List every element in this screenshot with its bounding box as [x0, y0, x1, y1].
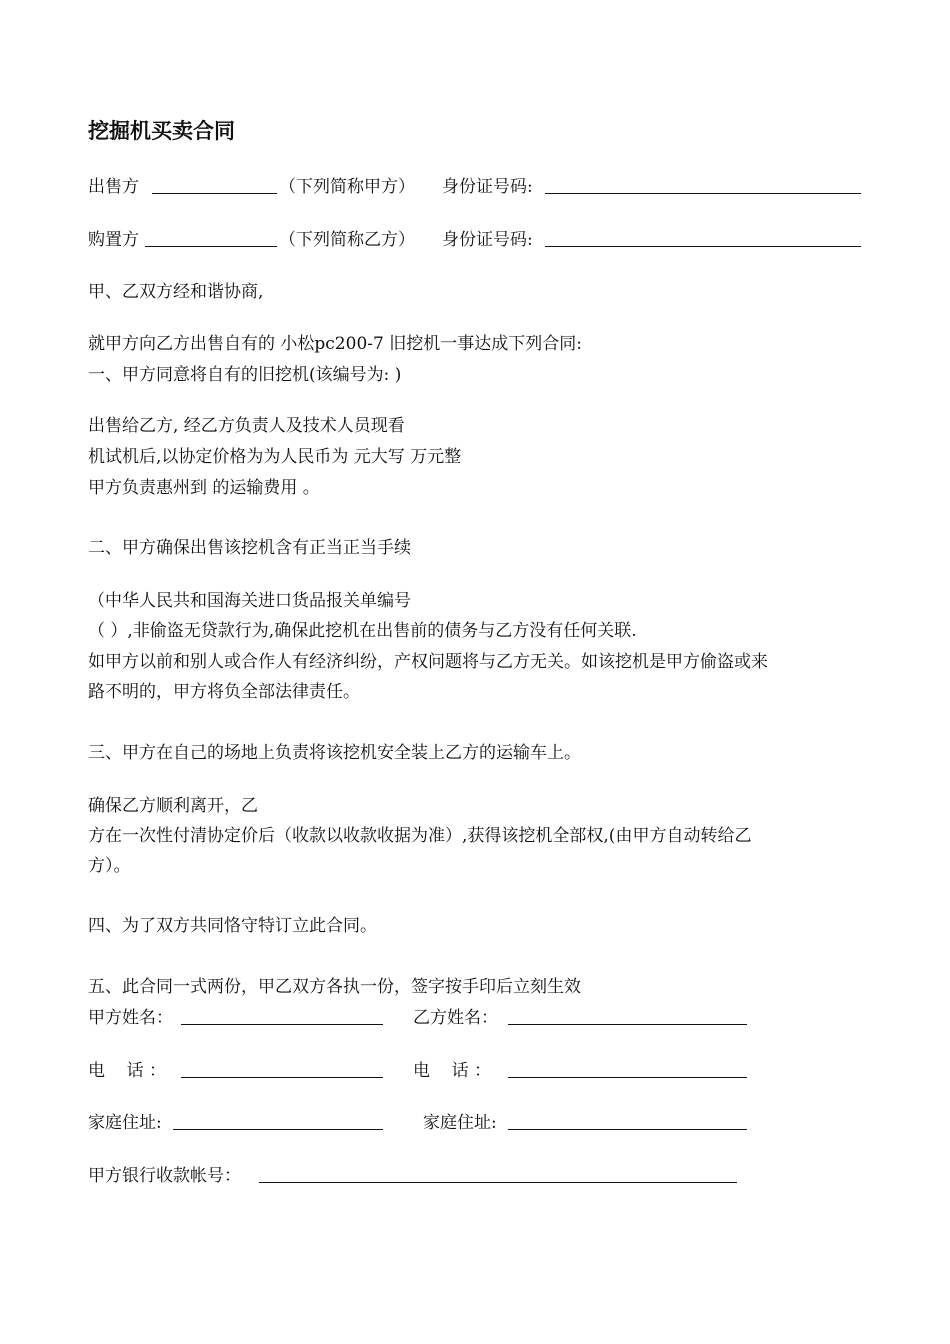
- body-line: 路不明的，甲方将负全部法律责任。: [88, 682, 360, 702]
- body-line: 五、此合同一式两份，甲乙双方各执一份，签字按手印后立刻生效: [88, 977, 581, 997]
- party-a-phone-label: 电 话 ：: [88, 1061, 167, 1081]
- body-line: 甲方负责惠州到 的运输费用 。: [88, 478, 320, 498]
- body-line: 二、甲方确保出售该挖机含有正当正当手续: [88, 538, 411, 558]
- body-line: 方在一次性付清协定价后（收款以收款收据为准）,获得该挖机全部权,(由甲方自动转给乙: [88, 826, 752, 846]
- party-a-address-blank: [173, 1129, 383, 1130]
- body-line: 如甲方以前和别人或合作人有经济纠纷，产权问题将与乙方无关。如该挖机是甲方偷盗或来: [88, 652, 768, 672]
- buyer-label: 购置方: [88, 230, 139, 250]
- bank-account-blank: [259, 1182, 737, 1183]
- body-line: 出售给乙方, 经乙方负责人及技术人员现看: [88, 416, 405, 436]
- body-line: 就甲方向乙方出售自有的 小松pc200-7 旧挖机一事达成下列合同:: [88, 334, 582, 354]
- party-b-phone-blank: [508, 1077, 747, 1078]
- seller-name-blank: [152, 193, 277, 194]
- buyer-id-label: 身份证号码:: [442, 230, 533, 250]
- buyer-id-blank: [545, 246, 861, 247]
- bank-account-label: 甲方银行收款帐号：: [88, 1166, 241, 1186]
- party-b-name-label: 乙方姓名：: [413, 1008, 498, 1028]
- body-line: （ ）,非偷盗无贷款行为,确保此挖机在出售前的债务与乙方没有任何关联.: [88, 621, 637, 641]
- body-line: 四、为了双方共同恪守特订立此合同。: [88, 916, 377, 936]
- body-line: 三、甲方在自己的场地上负责将该挖机安全装上乙方的运输车上。: [88, 743, 581, 763]
- party-b-address-blank: [508, 1129, 747, 1130]
- party-a-address-label: 家庭住址:: [88, 1113, 162, 1133]
- body-line: 机试机后,以协定价格为为人民币为 元大写 万元整: [88, 447, 462, 467]
- buyer-name-blank: [145, 246, 277, 247]
- party-b-name-blank: [508, 1024, 747, 1025]
- party-a-phone-blank: [181, 1077, 383, 1078]
- party-a-name-label: 甲方姓名：: [88, 1008, 173, 1028]
- party-b-address-label: 家庭住址:: [423, 1113, 497, 1133]
- seller-id-label: 身份证号码:: [442, 177, 533, 197]
- buyer-note: （下列简称乙方）: [279, 230, 415, 250]
- body-line: 一、甲方同意将自有的旧挖机(该编号为: ): [88, 365, 402, 385]
- intro-text: 甲、乙双方经和谐协商,: [88, 282, 264, 302]
- body-line: 方）。: [88, 856, 131, 876]
- body-line: 确保乙方顺利离开，乙: [88, 796, 258, 816]
- party-a-name-blank: [181, 1024, 383, 1025]
- body-line: （中华人民共和国海关进口货品报关单编号: [88, 591, 411, 611]
- seller-label: 出售方: [88, 177, 139, 197]
- seller-id-blank: [545, 193, 861, 194]
- party-b-phone-label: 电 话 ：: [413, 1061, 492, 1081]
- document-title: 挖掘机买卖合同: [88, 119, 235, 143]
- seller-note: （下列简称甲方）: [279, 177, 415, 197]
